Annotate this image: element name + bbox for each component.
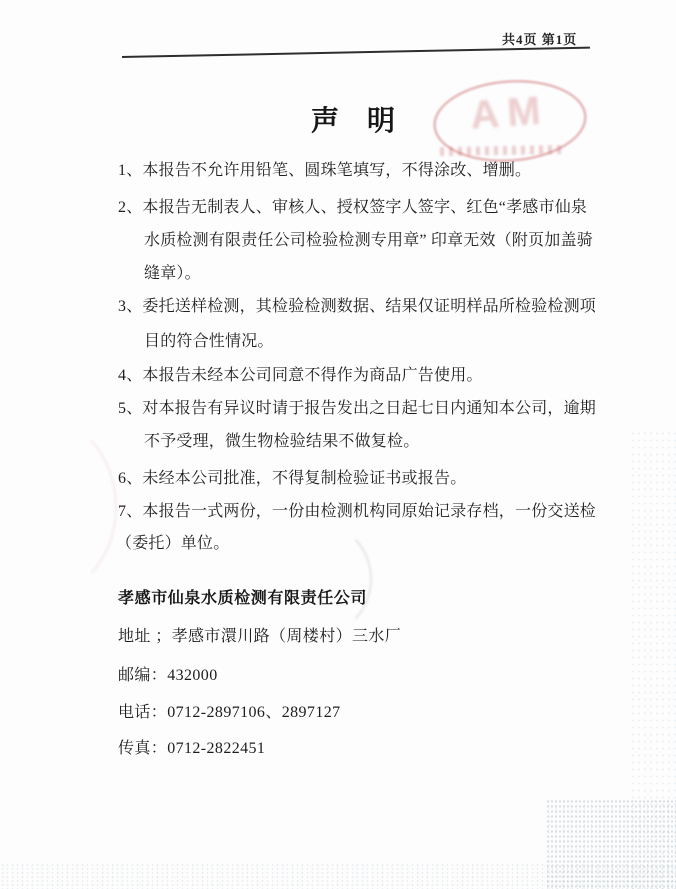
statement-item-3-line-1: 3、委托送样检测，其检验检测数据、结果仅证明样品所检验检测项: [118, 298, 597, 315]
statement-item-7-line-1: 7、本报告一式两份，一份由检测机构同原始记录存档，一份交送检: [118, 503, 597, 520]
company-postcode: 邮编：432000: [118, 667, 218, 684]
page-indicator: 共4页 第1页: [502, 32, 578, 47]
company-name: 孝感市仙泉水质检测有限责任公司: [118, 590, 368, 607]
page-title: 声 明: [311, 106, 396, 137]
left-edge-stamp-arc: [0, 415, 117, 599]
statement-item-2-line-3: 缝章）。: [144, 265, 201, 282]
red-stamp-letters: AM: [468, 88, 550, 138]
company-fax: 传真：0712-2822451: [118, 740, 266, 757]
header-rule: [122, 47, 590, 58]
statement-item-7-line-2: （委托）单位。: [116, 535, 230, 552]
statement-item-2-line-2: 水质检测有限责任公司检验检测专用章” 印章无效（附页加盖骑: [144, 232, 593, 249]
company-phone: 电话：0712-2897106、2897127: [118, 704, 341, 721]
statement-item-5-line-1: 5、对本报告有异议时请于报告发出之日起七日内通知本公司，逾期: [118, 400, 597, 417]
statement-item-6-line-1: 6、未经本公司批准，不得复制检验证书或报告。: [118, 470, 467, 487]
statement-item-2-line-1: 2、本报告无制表人、审核人、授权签字人签字、红色“孝感市仙泉: [118, 199, 588, 216]
faded-stamp-arc: [268, 523, 372, 635]
statement-item-5-line-2: 不予受理，微生物检验结果不做复检。: [144, 433, 420, 450]
scan-noise-corner: [546, 799, 676, 889]
statement-item-1-line-1: 1、本报告不允许用铅笔、圆珠笔填写，不得涂改、增删。: [118, 162, 532, 179]
company-address: 地址 ；孝感市澴川路（周楼村）三水厂: [118, 628, 402, 645]
statement-item-3-line-2: 目的符合性情况。: [144, 333, 274, 350]
statement-item-4-line-1: 4、本报告未经本公司同意不得作为商品广告使用。: [118, 367, 483, 384]
